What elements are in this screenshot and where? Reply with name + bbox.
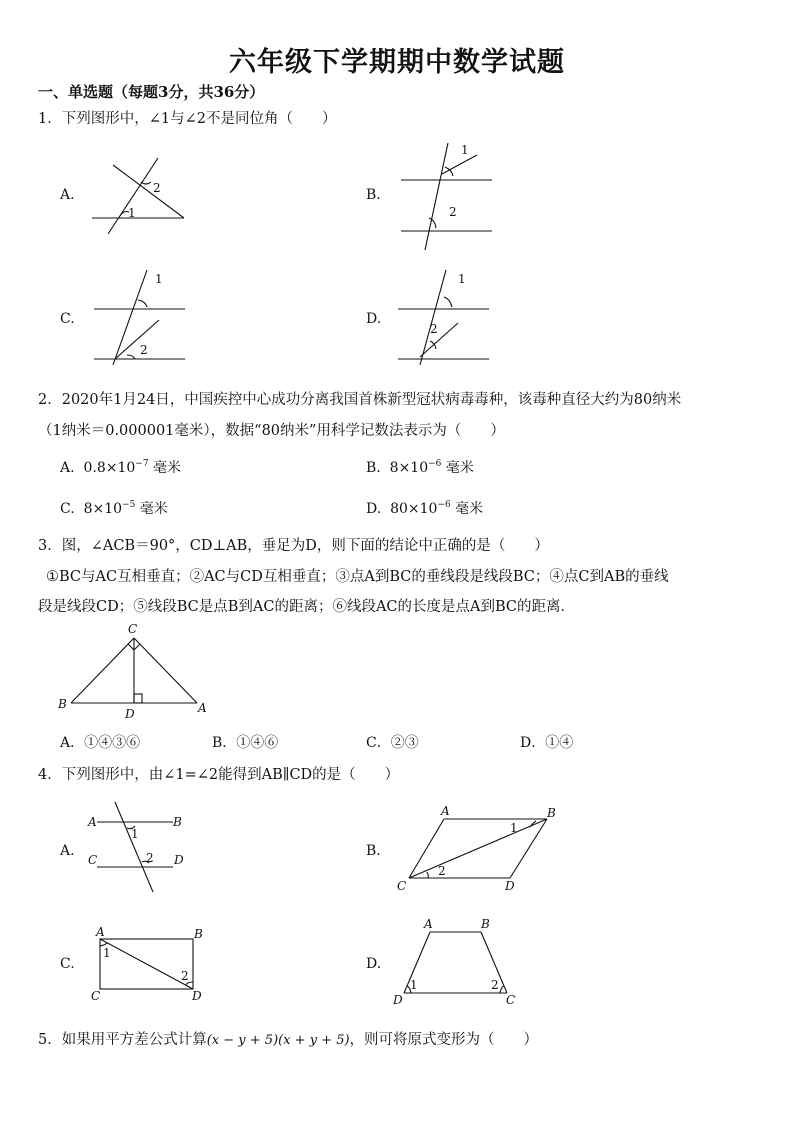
q4-option-c-label: C. [60, 956, 75, 972]
q3-label-d: D [125, 707, 135, 721]
q1-option-c-label: C. [60, 311, 75, 327]
q2-option-c-coef: 8×10 [83, 501, 123, 517]
q4-figure-b [390, 800, 570, 900]
q4b-label-a: A [441, 804, 450, 818]
q1-figure-c [85, 265, 195, 370]
q4-stem: 4．下列图形中，由∠1=∠2能得到AB∥CD的是（ ） [38, 767, 400, 783]
q4c-angle-2: 2 [181, 969, 189, 983]
q2-option-a [60, 457, 181, 477]
q4d-label-c: C [506, 993, 516, 1007]
q1d-angle-1: 1 [458, 272, 466, 286]
q4c-label-d: D [192, 989, 202, 1003]
q1b-angle-1: 1 [461, 143, 469, 157]
q4c-label-b: B [194, 927, 203, 941]
q5-stem-before: 5．如果用平方差公式计算 [38, 1032, 207, 1048]
q4-option-d-label: D. [366, 956, 382, 972]
q5-stem [38, 1028, 538, 1049]
q3-label-c: C [128, 622, 138, 636]
q1c-angle-2: 2 [140, 343, 148, 357]
section-heading: 一、单选题（每题3分，共36分） [38, 83, 265, 101]
page-title: 六年级下学期期中数学试题 [229, 47, 565, 78]
q1-figure-a [80, 150, 200, 240]
q2-option-b-exp: −6 [428, 459, 442, 469]
q1-option-b-label: B. [366, 187, 381, 203]
q4c-label-a: A [96, 925, 105, 939]
q1-figure-b [395, 140, 505, 255]
q3-option-b: B．①④⑥ [212, 735, 279, 751]
q4a-label-d: D [174, 853, 184, 867]
q4b-angle-1: 1 [510, 821, 518, 835]
q4b-angle-2: 2 [438, 864, 446, 878]
q2-option-c-unit: 毫米 [135, 501, 168, 517]
q1d-angle-2: 2 [430, 322, 438, 336]
q2-option-b-coef: 8×10 [389, 460, 429, 476]
q4a-label-a: A [88, 815, 97, 829]
q1c-angle-1: 1 [155, 272, 163, 286]
q4-option-a-label: A. [60, 843, 75, 859]
q2-option-d-letter: D. [366, 501, 382, 517]
q4d-label-d: D [393, 993, 403, 1007]
q3-stem: 3．图，∠ACB＝90°，CD⊥AB，垂足为D，则下面的结论中正确的是（ ） [38, 538, 549, 554]
q1b-angle-2: 2 [449, 205, 457, 219]
q4-figure-d [390, 915, 530, 1010]
q5-formula: (x − y + 5)(x + y + 5) [206, 1033, 350, 1048]
q2-option-d-exp: −6 [437, 500, 451, 510]
q4b-label-d: D [505, 879, 515, 893]
q1-option-d-label: D. [366, 311, 382, 327]
q2-option-b-letter: B. [366, 460, 381, 476]
q3-label-b: B [58, 697, 67, 711]
q4a-angle-1: 1 [131, 827, 139, 841]
q3-option-c: C．②③ [366, 735, 419, 751]
q4b-label-c: C [397, 879, 407, 893]
q3-option-a: A．①④③⑥ [60, 735, 141, 751]
q2-option-a-exp: −7 [135, 459, 149, 469]
q2-option-a-letter: A. [60, 460, 75, 476]
q4d-angle-1: 1 [410, 978, 418, 992]
q3-option-d: D．①④ [520, 735, 574, 751]
q2-option-d-unit: 毫米 [450, 501, 484, 517]
q3-triangle-figure [55, 620, 215, 720]
q2-option-b-unit: 毫米 [441, 460, 474, 476]
q4d-label-b: B [481, 917, 490, 931]
q1a-angle-2: 2 [153, 181, 161, 195]
q4a-angle-2: 2 [146, 851, 154, 865]
q4-figure-a [85, 800, 195, 895]
q2-option-a-coef: 0.8×10 [83, 460, 136, 476]
q2-option-d [366, 498, 483, 518]
q4a-label-c: C [88, 853, 98, 867]
q1-option-a-label: A. [60, 187, 75, 203]
q2-option-c [60, 498, 168, 518]
q3-statements-line1: ①BC与AC互相垂直；②AC与CD互相垂直；③点A到BC的垂线段是线段BC；④点C到AB的垂线 [46, 569, 669, 585]
q3-label-a: A [198, 701, 207, 715]
q4d-label-a: A [424, 917, 433, 931]
q2-option-b [366, 457, 474, 477]
q1-figure-d [392, 265, 502, 370]
q2-option-a-unit: 毫米 [148, 460, 182, 476]
q4c-angle-1: 1 [103, 946, 111, 960]
q4-figure-c [88, 922, 213, 1007]
q2-option-c-letter: C. [60, 501, 75, 517]
q1a-angle-1: 1 [128, 206, 136, 220]
q4d-angle-2: 2 [491, 978, 499, 992]
q2-option-d-coef: 80×10 [390, 501, 438, 517]
q4c-label-c: C [91, 989, 101, 1003]
q2-option-c-exp: −5 [122, 500, 136, 510]
q4b-label-b: B [547, 806, 556, 820]
q1-stem: 1．下列图形中，∠1与∠2不是同位角（ ） [38, 111, 337, 127]
q4a-label-b: B [173, 815, 182, 829]
q4-option-b-label: B. [366, 843, 381, 859]
q2-stem-line2: （1纳米＝0.000001毫米），数据“80纳米”用科学记数法表示为（ ） [38, 423, 505, 439]
q3-statements-line2: 段是线段CD；⑤线段BC是点B到AC的距离；⑥线段AC的长度是点A到BC的距离． [38, 599, 576, 615]
q2-stem-line1: 2．2020年1月24日，中国疾控中心成功分离我国首株新型冠状病毒毒种，该毒种直径大约为80纳米 [38, 392, 682, 408]
q5-stem-after: ，则可将原式变形为（ ） [349, 1032, 539, 1048]
